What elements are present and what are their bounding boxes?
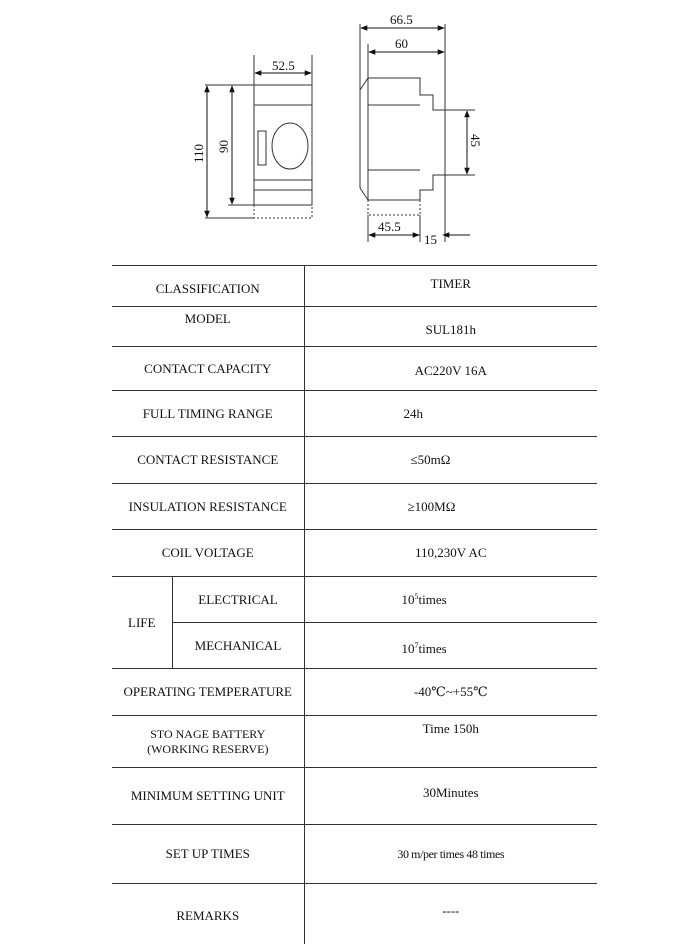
dim-offset: 15 <box>424 232 437 247</box>
table-row <box>112 577 597 623</box>
table-row <box>112 484 597 530</box>
electrical-suffix: times <box>418 591 447 607</box>
dim-side-total-width: 66.5 <box>390 12 413 27</box>
table-row <box>112 391 597 437</box>
life-mechanical-value <box>304 623 597 669</box>
life-electrical-label: ELECTRICAL <box>172 577 304 623</box>
life-mechanical-label: MECHANICAL <box>172 623 304 669</box>
side-view <box>360 24 475 242</box>
row-value: ≤50mΩ <box>304 437 597 484</box>
life-electrical-value <box>304 577 597 623</box>
electrical-base: 10 <box>401 591 415 607</box>
table-row <box>112 266 597 307</box>
mechanical-base: 10 <box>401 640 415 656</box>
row-label: CONTACT CAPACITY <box>112 347 304 391</box>
row-value: 30 m/per times 48 times <box>304 825 597 884</box>
row-label: CONTACT RESISTANCE <box>112 437 304 484</box>
spec-table <box>112 265 597 944</box>
row-value: 110,230V AC <box>304 530 597 577</box>
row-value: ≥100MΩ <box>304 484 597 530</box>
row-label: SET UP TIMES <box>112 825 304 884</box>
row-label: COIL VOLTAGE <box>112 530 304 577</box>
row-label: CLASSIFICATION <box>112 266 304 307</box>
dim-side-width: 60 <box>395 36 408 51</box>
electrical-exponent: 5 <box>414 591 419 601</box>
dim-rail-height: 45 <box>468 134 483 147</box>
dim-body-height: 90 <box>216 140 231 153</box>
row-value: ---- <box>304 884 597 944</box>
row-label: REMARKS <box>112 884 304 944</box>
battery-label-line2: (WORKING RESERVE) <box>147 741 269 756</box>
table-row <box>112 825 597 884</box>
dim-total-height: 110 <box>191 143 206 163</box>
mechanical-suffix: times <box>418 640 447 656</box>
row-label: MINIMUM SETTING UNIT <box>112 768 304 825</box>
table-row <box>112 623 597 669</box>
table-row <box>112 669 597 716</box>
table-row <box>112 347 597 391</box>
row-value: 30Minutes <box>304 768 597 825</box>
life-label: LIFE <box>112 577 172 669</box>
row-label: MODEL <box>112 307 304 347</box>
row-value: SUL181h <box>304 307 597 347</box>
row-label: OPERATING TEMPERATURE <box>112 669 304 716</box>
row-value: AC220V 16A <box>304 347 597 391</box>
row-value: Time 150h <box>304 716 597 768</box>
row-value: TIMER <box>304 266 597 307</box>
table-row <box>112 884 597 944</box>
row-value: -40℃~+55℃ <box>304 669 597 716</box>
row-label: INSULATION RESISTANCE <box>112 484 304 530</box>
mechanical-exponent: 7 <box>414 640 419 650</box>
battery-label-line1: STO NAGE BATTERY <box>150 726 266 741</box>
table-row <box>112 437 597 484</box>
table-row <box>112 307 597 347</box>
row-label: FULL TIMING RANGE <box>112 391 304 437</box>
row-value: 24h <box>304 391 597 437</box>
dimension-drawing <box>0 0 700 265</box>
dim-front-width: 52.5 <box>272 58 295 73</box>
table-row <box>112 530 597 577</box>
row-label <box>112 716 304 768</box>
front-view <box>205 55 312 218</box>
table-row <box>112 768 597 825</box>
dim-base-width: 45.5 <box>378 219 401 234</box>
table-row <box>112 716 597 768</box>
